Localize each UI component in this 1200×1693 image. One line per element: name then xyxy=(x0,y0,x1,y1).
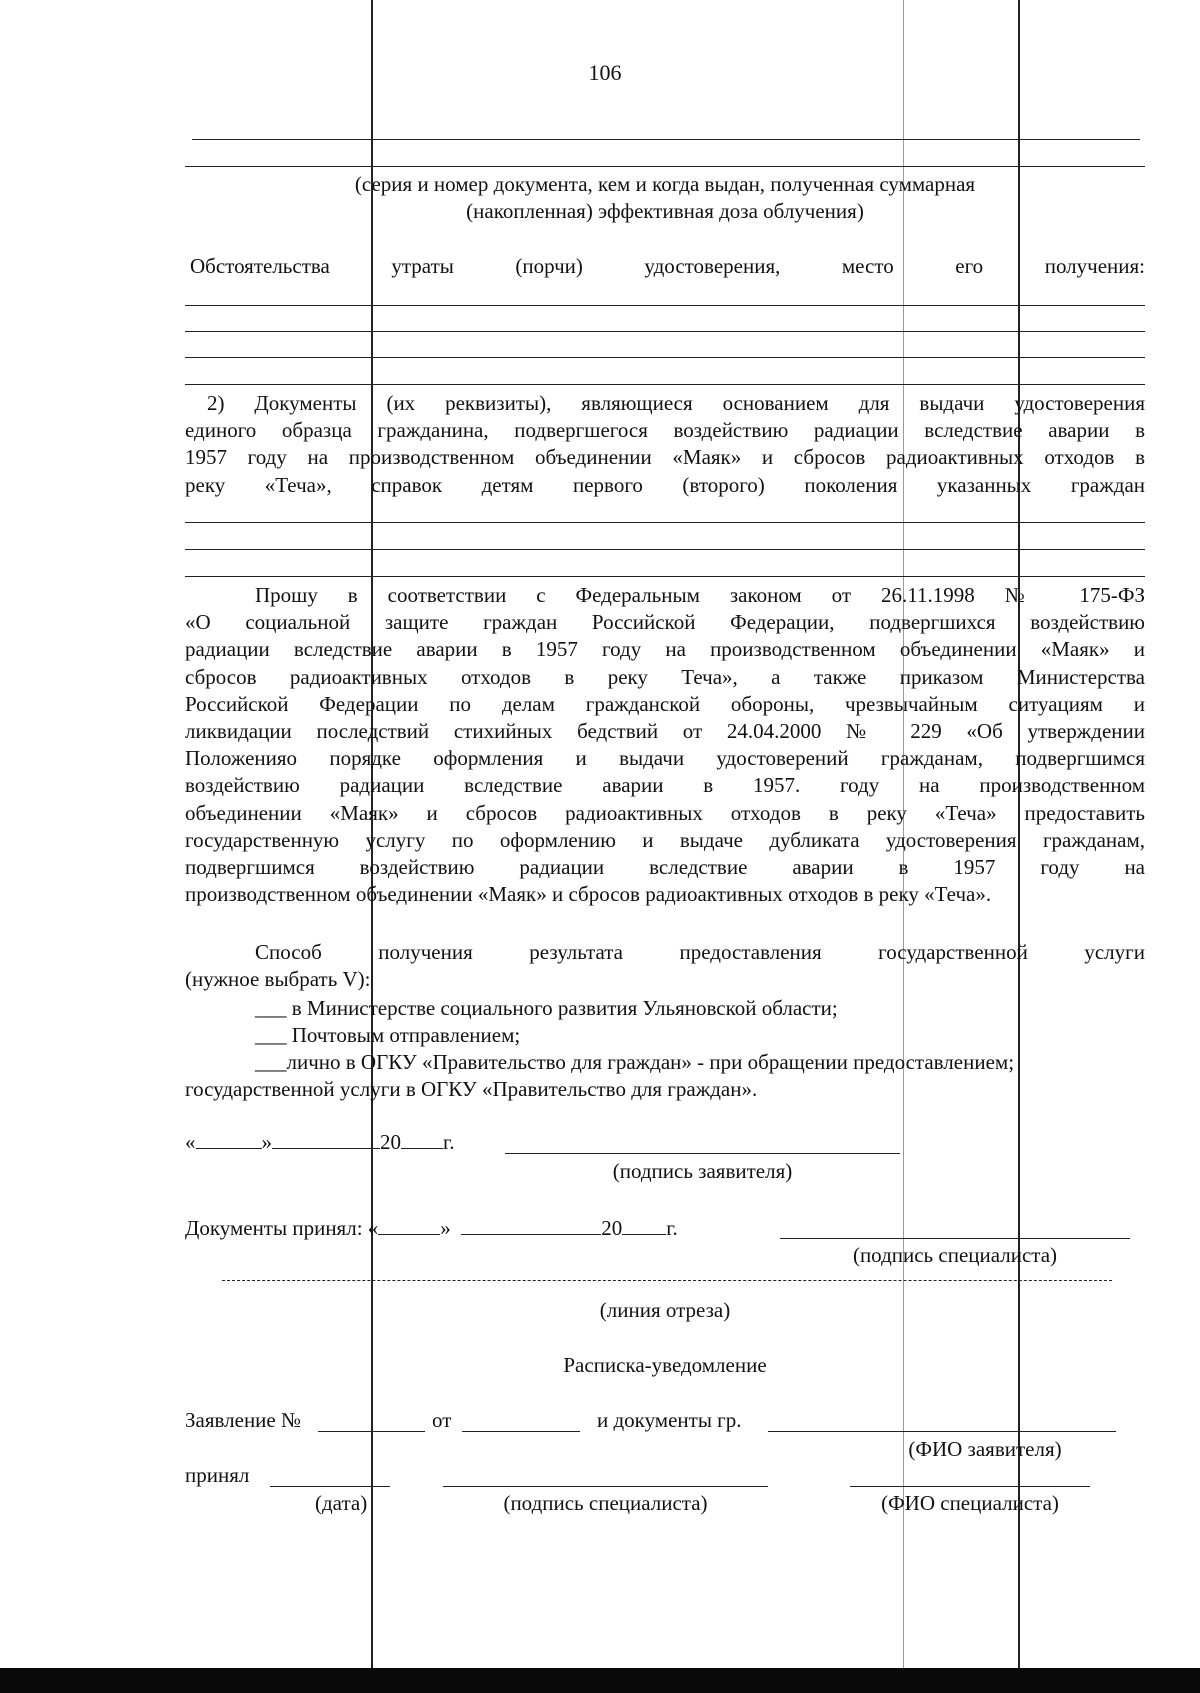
blank-line xyxy=(185,384,1145,385)
document-details-caption: (серия и номер документа, кем и когда выдан, полученная суммарная xyxy=(354,172,976,196)
blank-line xyxy=(185,166,1145,167)
request-line: сбросов радиоактивных отходов в реку Теча», а также приказом Министерства xyxy=(185,664,1145,689)
request-line: государственную услугу по оформлению и выдаче дубликата удостоверения гражданам, xyxy=(185,827,1145,852)
blank-line xyxy=(185,357,1145,358)
blank-line xyxy=(185,305,1145,306)
day-blank[interactable] xyxy=(196,1128,262,1149)
month-blank[interactable] xyxy=(272,1128,380,1149)
page-number: 106 xyxy=(588,60,622,85)
request-line: Российской Федерации по делам гражданской обороны, чрезвычайным ситуациям и xyxy=(185,691,1145,716)
request-line: производственном объединении «Маяк» и сбросов радиоактивных отходов в реку «Теча». xyxy=(185,882,992,907)
documents-line: единого образца гражданина, подвергшегося воздействию радиации вследствие аварии в xyxy=(185,418,1145,443)
close-quote: » xyxy=(261,1130,272,1154)
receipt-specialist-signature-blank[interactable] xyxy=(443,1486,768,1487)
open-quote: « xyxy=(185,1130,196,1154)
accepted-year-prefix: 20 xyxy=(601,1216,623,1240)
receipt-documents-label: и документы гр. xyxy=(597,1408,742,1432)
cut-line-caption: (линия отреза) xyxy=(599,1298,731,1322)
applicant-name-caption: (ФИО заявителя) xyxy=(908,1437,1062,1461)
method-option-personal[interactable]: ___лично в ОГКУ «Правительство для граждан» - при обращении предоставлением; xyxy=(255,1050,1015,1074)
specialist-signature-caption: (подпись специалиста) xyxy=(852,1243,1058,1267)
scan-bottom-bar xyxy=(0,1668,1200,1693)
blank-line xyxy=(185,331,1145,332)
receipt-specialist-name-blank[interactable] xyxy=(850,1486,1090,1487)
accepted-year-suffix: г. xyxy=(666,1216,678,1240)
request-line: объединении «Маяк» и сбросов радиоактивных отходов в реку «Теча» предоставить xyxy=(185,800,1145,825)
applicant-date-line xyxy=(185,1128,455,1156)
receipt-date-caption: (дата) xyxy=(315,1491,368,1515)
receipt-specialist-signature-caption: (подпись специалиста) xyxy=(503,1491,708,1515)
request-line: Прошу в соответствии с Федеральным законом от 26.11.1998 № 175-ФЗ xyxy=(255,583,1145,607)
applicant-signature-blank[interactable] xyxy=(505,1153,900,1154)
blank-line xyxy=(185,576,1145,577)
request-line: Положенияо порядке оформления и выдачи удостоверений гражданам, подвергшимся xyxy=(185,746,1145,771)
receipt-statement-label: Заявление № xyxy=(185,1408,302,1432)
receipt-date-blank[interactable] xyxy=(270,1486,390,1487)
request-line: «О социальной защите граждан Российской Федерации, подвергшихся воздействию xyxy=(185,610,1145,635)
document-details-caption-cont: (накопленная) эффективная доза облучения) xyxy=(466,199,864,223)
accepted-day-blank[interactable] xyxy=(378,1214,440,1235)
documents-line: 1957 году на производственном объединении «Маяк» и сбросов радиоактивных отходов в xyxy=(185,445,1145,470)
request-line: воздействию радиации вследствие аварии в 1957. году на производственном xyxy=(185,773,1145,798)
method-option-ministry[interactable]: ___ в Министерстве социального развития Ульяновской области; xyxy=(255,996,838,1020)
method-paragraph xyxy=(185,939,1145,993)
receipt-from-label: от xyxy=(432,1408,452,1432)
statement-date-blank[interactable] xyxy=(462,1431,580,1432)
blank-line xyxy=(192,139,1140,140)
accepted-year-blank[interactable] xyxy=(622,1214,666,1235)
blank-line xyxy=(185,549,1145,550)
year-blank[interactable] xyxy=(401,1128,443,1149)
accepted-month-blank[interactable] xyxy=(461,1214,601,1235)
request-line: подвергшимся воздействию радиации вследствие аварии в 1957 году на xyxy=(185,855,1145,880)
request-paragraph xyxy=(185,582,1145,908)
method-option-personal-cont: государственной услуги в ОГКУ «Правительство для граждан». xyxy=(185,1077,758,1101)
receipt-title: Расписка-уведомление xyxy=(563,1353,767,1377)
method-line: (нужное выбрать V): xyxy=(185,967,371,992)
statement-number-blank[interactable] xyxy=(318,1431,425,1432)
accepted-close-quote: » xyxy=(440,1216,451,1240)
method-line: Способ получения результата предоставления государственной услуги xyxy=(255,940,1145,964)
accepted-label: Документы принял: « xyxy=(185,1216,379,1240)
applicant-name-blank[interactable] xyxy=(768,1431,1116,1432)
circumstances-label: Обстоятельства утраты (порчи) удостоверения, место его получения: xyxy=(190,254,1145,278)
documents-line: реку «Теча», справок детям первого (второго) поколения указанных граждан xyxy=(185,472,1145,497)
documents-paragraph xyxy=(185,390,1145,499)
receipt-accepted-label: принял xyxy=(185,1463,250,1487)
cut-line xyxy=(222,1280,1112,1281)
request-line: ликвидации последствий стихийных бедствий от 24.04.2000 № 229 «Об утверждении xyxy=(185,719,1145,744)
receipt-specialist-name-caption: (ФИО специалиста) xyxy=(881,1491,1059,1515)
accepted-date-line xyxy=(185,1214,678,1242)
documents-line: 2) Документы (их реквизиты), являющиеся основанием для выдачи удостоверения xyxy=(207,391,1145,415)
blank-line xyxy=(185,522,1145,523)
applicant-signature-caption: (подпись заявителя) xyxy=(612,1159,793,1183)
specialist-signature-blank[interactable] xyxy=(780,1238,1130,1239)
method-option-post[interactable]: ___ Почтовым отправлением; xyxy=(255,1023,521,1047)
request-line: радиации вследствие аварии в 1957 году на производственном объединении «Маяк» и xyxy=(185,637,1145,662)
year-prefix: 20 xyxy=(380,1130,401,1154)
year-suffix: г. xyxy=(443,1130,455,1154)
